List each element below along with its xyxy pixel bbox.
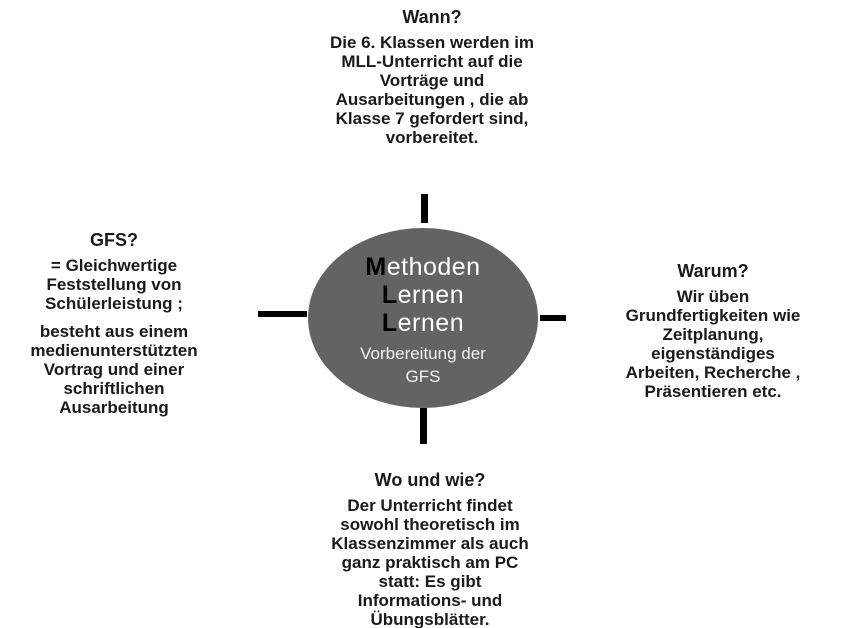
connector-top-tick bbox=[421, 194, 428, 223]
note-line: Wir üben bbox=[676, 287, 750, 306]
note-warum-title: Warum? bbox=[677, 261, 749, 281]
acronym-initial: L bbox=[381, 281, 398, 309]
note-line: Ausarbeitungen , die ab bbox=[335, 90, 529, 109]
acronym-rest: ernen bbox=[397, 309, 465, 337]
note-line: Grundfertigkeiten wie bbox=[625, 306, 801, 325]
note-wo-und-wie-title: Wo und wie? bbox=[374, 470, 486, 490]
acronym-rest: ethoden bbox=[386, 253, 481, 281]
note-line: Schülerleistung ; bbox=[45, 294, 183, 313]
note-wann-title: Wann? bbox=[402, 7, 462, 27]
note-line: = Gleichwertige bbox=[50, 256, 178, 275]
acronym-line bbox=[308, 281, 538, 309]
note-line: Klasse 7 gefordert sind, bbox=[335, 109, 529, 128]
note-line: medienunterstützten bbox=[30, 341, 198, 360]
connector-bottom-tick bbox=[420, 408, 427, 444]
acronym-initial: L bbox=[381, 309, 398, 337]
note-line: besteht aus einem bbox=[39, 322, 189, 341]
note-line: MLL-Unterricht auf die bbox=[341, 52, 523, 71]
note-line: Zeitplanung, bbox=[662, 325, 764, 344]
note-line: Der Unterricht findet bbox=[347, 496, 513, 515]
acronym-line bbox=[308, 253, 538, 281]
note-line: statt: Es gibt bbox=[378, 572, 482, 591]
note-wann bbox=[272, 7, 592, 147]
center-subtitle-line2: GFS bbox=[405, 367, 441, 386]
center-subtitle-line1: Vorbereitung der bbox=[360, 344, 486, 363]
note-line: schriftlichen bbox=[63, 379, 165, 398]
acronym-line bbox=[308, 309, 538, 337]
note-line: sowohl theoretisch im bbox=[340, 515, 520, 534]
note-line: Vorträge und bbox=[379, 71, 485, 90]
center-ellipse bbox=[308, 228, 538, 408]
acronym-rest: ernen bbox=[397, 281, 465, 309]
connector-right-tick bbox=[540, 315, 566, 321]
center-acronym bbox=[308, 228, 538, 337]
acronym-initial: M bbox=[365, 253, 387, 281]
note-gfs bbox=[4, 230, 224, 417]
note-warum bbox=[603, 261, 823, 401]
note-line: Die 6. Klassen werden im bbox=[329, 33, 535, 52]
note-line: Feststellung von bbox=[46, 275, 182, 294]
connector-left-tick bbox=[258, 311, 307, 317]
note-line: Arbeiten, Recherche , bbox=[625, 363, 801, 382]
note-line: Präsentieren etc. bbox=[644, 382, 782, 401]
note-line: eigenständiges bbox=[651, 344, 775, 363]
note-line: ganz praktisch am PC bbox=[341, 553, 519, 572]
note-gfs-title: GFS? bbox=[90, 230, 138, 250]
note-line: Klassenzimmer als auch bbox=[331, 534, 529, 553]
note-line: Ausarbeitung bbox=[59, 398, 169, 417]
note-line: Vortrag und einer bbox=[43, 360, 185, 379]
note-line: vorbereitet. bbox=[385, 128, 479, 147]
note-line: Übungsblätter. bbox=[370, 610, 490, 628]
note-wo-und-wie bbox=[270, 470, 590, 628]
note-line: Informations- und bbox=[357, 591, 503, 610]
